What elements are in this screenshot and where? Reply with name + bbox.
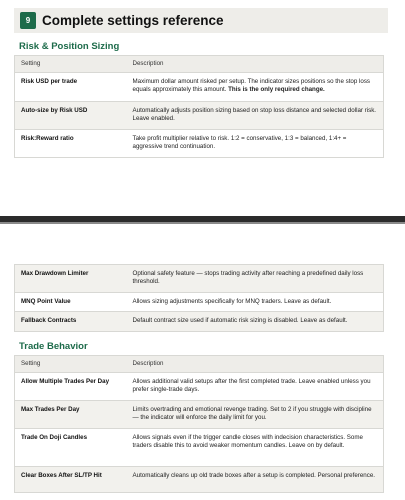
description-text: Maximum dollar amount risked per setup. The indicator sizes positions so the stop loss equals approximately this amount. xyxy=(132,78,371,94)
setting-name: Auto-size by Risk USD xyxy=(15,102,127,129)
column-header-setting: Setting xyxy=(15,356,127,373)
setting-name: Fallback Contracts xyxy=(15,312,127,332)
setting-description: Allows signals even if the trigger candle closes with indecision characteristics. Some traders disable this to avoid weaker momentum candles. Leave on by default. xyxy=(127,428,384,466)
setting-description: Optional safety feature — stops trading activity after reaching a predefined daily loss threshold. xyxy=(127,265,384,293)
risk-settings-table-continued xyxy=(14,264,384,332)
table-row xyxy=(15,129,384,157)
table-row xyxy=(15,73,384,102)
setting-name: Trade On Doji Candles xyxy=(15,428,127,466)
description-emphasis: This is the only required change. xyxy=(228,86,325,94)
setting-description: Allows sizing adjustments specifically for MNQ traders. Leave as default. xyxy=(127,293,384,312)
setting-description: Allows additional valid setups after the first completed trade. Leave enabled unless you prefer single-trade days. xyxy=(127,373,384,400)
setting-name: Max Drawdown Limiter xyxy=(15,265,127,293)
setting-description: Automatically adjusts position sizing based on stop loss distance and selected dollar risk. Leave enabled. xyxy=(127,102,384,129)
table-row xyxy=(15,102,384,129)
table-header-row xyxy=(15,356,384,373)
trade-settings-table xyxy=(14,355,384,493)
table-row xyxy=(15,466,384,492)
column-header-description: Description xyxy=(127,356,384,373)
section-number-badge: 9 xyxy=(20,12,36,29)
column-header-setting: Setting xyxy=(15,56,127,73)
section-title-trade: Trade Behavior xyxy=(19,341,88,352)
table-row xyxy=(15,373,384,400)
column-header-description: Description xyxy=(127,56,384,73)
section-title-risk: Risk & Position Sizing xyxy=(19,41,120,52)
setting-name: Risk USD per trade xyxy=(15,73,127,102)
setting-description xyxy=(127,73,384,102)
setting-name: Max Trades Per Day xyxy=(15,400,127,428)
table-header-row xyxy=(15,56,384,73)
setting-name: Clear Boxes After SL/TP Hit xyxy=(15,466,127,492)
risk-settings-table xyxy=(14,55,384,158)
setting-description: Take profit multiplier relative to risk. 1:2 = conservative, 1:3 = balanced, 1:4+ = aggressive trend continuation. xyxy=(127,129,384,157)
table-row xyxy=(15,312,384,332)
table-row xyxy=(15,293,384,312)
table-row xyxy=(15,400,384,428)
table-row xyxy=(15,265,384,293)
setting-name: Risk:Reward ratio xyxy=(15,129,127,157)
page-title: Complete settings reference xyxy=(42,13,224,28)
table-row xyxy=(15,428,384,466)
setting-description: Automatically cleans up old trade boxes after a setup is completed. Personal preference. xyxy=(127,466,384,492)
setting-name: Allow Multiple Trades Per Day xyxy=(15,373,127,400)
setting-name: MNQ Point Value xyxy=(15,293,127,312)
setting-description: Limits overtrading and emotional revenge trading. Set to 2 if you struggle with discipline — the indicator will enforce the daily limit for you. xyxy=(127,400,384,428)
setting-description: Default contract size used if automatic risk sizing is disabled. Leave as default. xyxy=(127,312,384,332)
